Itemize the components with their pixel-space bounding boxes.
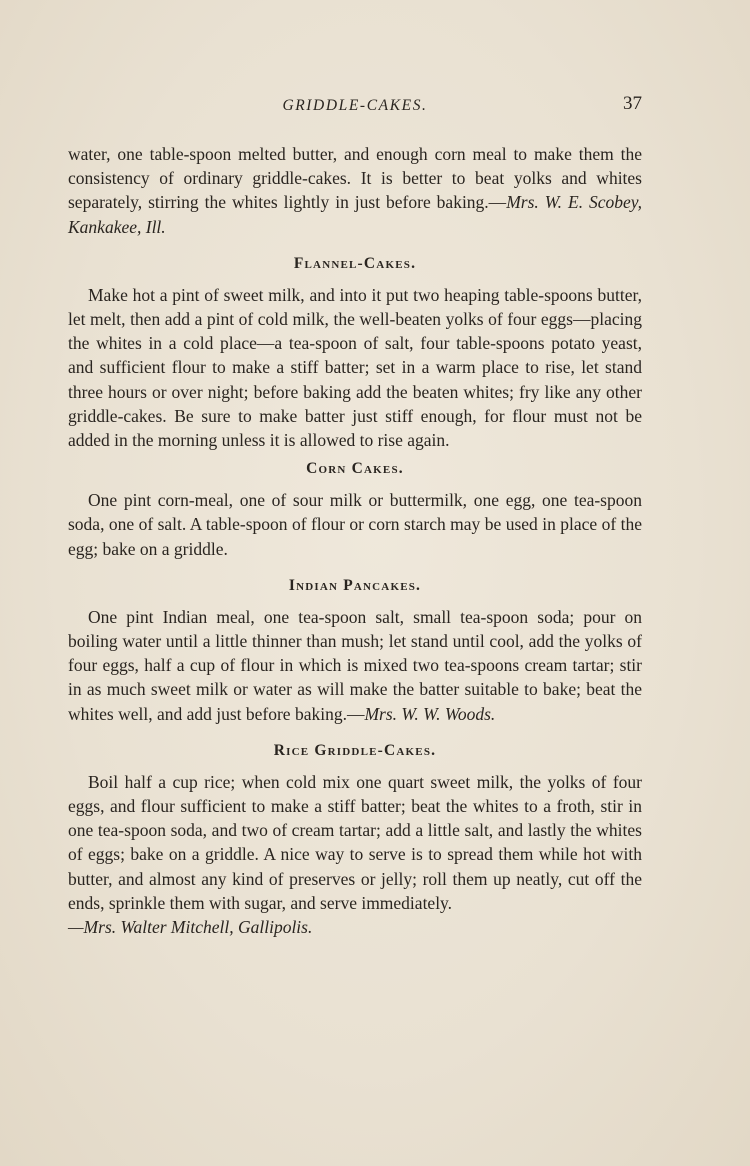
- recipe-text: Make hot a pint of sweet milk, and into it put two heaping table-spoons butter, let melt, then add a pint of cold milk, the well-beaten yolks of four eggs—placing the whites in a cold place—a tea-spoon of salt, four table-spoons potato yeast, and sufficient flour to make a stiff batter; set in a warm place to rise, let stand three hours or over night; before baking add the beaten whites; fry like any other griddle-cakes. Be sure to make batter just stiff enough, for flour must not be added in the morning unless it is allowed to rise again.: [68, 284, 642, 451]
- recipe-heading: Rice Griddle-Cakes.: [273, 741, 437, 759]
- page-number: 37: [623, 93, 642, 114]
- recipe-signature: Mrs. W. E. Scobey, Kankakee, Ill.: [68, 192, 642, 237]
- recipe-signature: Mrs. W. W. Woods.: [364, 703, 496, 724]
- recipe-text: One pint Indian meal, one tea-spoon salt, small tea-spoon soda; pour on boiling water until a little thinner than mush; let stand until cool, add the yolks of four eggs, half a cup of flour in which is mixed two tea-spoons cream tartar; stir in as much sweet milk or water as will make the batter suitable to bake; beat the whites well, and add just before baking.—: [68, 606, 642, 724]
- recipe-signature: —Mrs. Walter Mitchell, Gallipolis.: [68, 917, 313, 938]
- recipe-paragraph: [68, 605, 642, 726]
- recipe-text: One pint corn-meal, one of sour milk or buttermilk, one egg, one tea-spoon soda, one of salt. A table-spoon of flour or corn starch may be used in place of the egg; bake on a griddle.: [68, 490, 642, 559]
- recipe-heading: Flannel-Cakes.: [293, 254, 417, 272]
- page-body: [68, 142, 642, 939]
- recipe-text: Boil half a cup rice; when cold mix one quart sweet milk, the yolks of four eggs, and flour sufficient to make a stiff batter; beat the whites to a froth, stir in one tea-spoon soda, and two of cream tartar; add a little salt, and lastly the whites of eggs; bake on a griddle. A nice way to serve is to spread them while hot with butter, and almost any kind of preserves or jelly; roll them up neatly, cut off the ends, sprinkle them with sugar, and serve immediately.: [68, 771, 642, 913]
- recipe-heading: Corn Cakes.: [306, 460, 404, 478]
- recipe-heading: Indian Pancakes.: [288, 576, 422, 594]
- running-title: GRIDDLE-CAKES.: [282, 97, 428, 114]
- recipe-continuation: [68, 142, 642, 239]
- running-head: [68, 93, 642, 121]
- recipe-text: water, one table-spoon melted butter, and enough corn meal to make them the consistency of ordinary griddle-cakes. It is better to beat yolks and whites separately, stirring the whites lightly in just before baking.—: [68, 144, 642, 213]
